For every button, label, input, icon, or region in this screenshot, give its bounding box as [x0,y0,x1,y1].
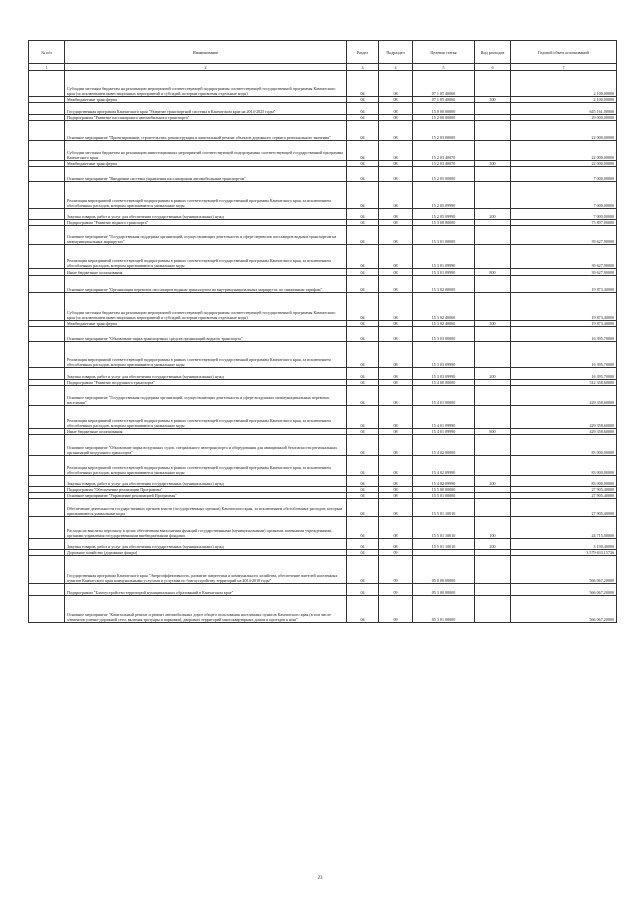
row-vr-cell [475,71,511,97]
row-sum-cell: 83 000,00000 [511,456,617,476]
row-number-cell [29,293,65,321]
table-row [29,406,617,429]
row-name-cell: Дорожное хозяйство (дорожные фонды) [65,550,347,556]
row-razdel-cell: 04 [347,476,379,487]
row-sum-cell: 7 000,00000 [511,182,617,209]
row-csr-cell: 15 3 01 09990 [413,245,475,269]
row-vr-cell [475,245,511,269]
row-number-cell [29,71,65,97]
row-vr-cell: 200 [475,209,511,220]
row-number-cell [29,584,65,596]
row-podrazdel-cell: 08 [379,226,413,245]
row-sum-cell: 83 000,00000 [511,476,617,487]
row-razdel-cell: 04 [347,121,379,141]
row-csr-cell: 15 4 00 00000 [413,380,475,386]
row-number-cell [29,121,65,141]
row-vr-cell: 800 [475,429,511,435]
row-razdel-cell: 04 [347,435,379,456]
row-razdel-cell: 04 [347,380,379,386]
column-number: 3 [347,64,379,71]
table-body [29,71,617,623]
row-razdel-cell: 04 [347,220,379,226]
row-razdel-cell: 04 [347,584,379,596]
row-razdel-cell: 04 [347,226,379,245]
row-name-cell: Основное мероприятие "Государственная поддержка организаций, осуществляющих деятельность в сфере воздушных межмуниципальных перевозок населения" [65,386,347,406]
row-name-cell: Межбюджетные трансферты [65,321,347,327]
table-row [29,517,617,539]
row-number-cell [29,368,65,380]
row-podrazdel-cell: 08 [379,499,413,517]
row-vr-cell [475,182,511,209]
row-vr-cell: 800 [475,269,511,276]
row-csr-cell: 15 3 02 00000 [413,276,475,293]
row-razdel-cell: 04 [347,550,379,556]
row-vr-cell [475,435,511,456]
row-sum-cell: 566 067,20000 [511,596,617,623]
row-name-cell: Межбюджетные трансферты [65,161,347,167]
table-header-row [29,41,617,64]
table-row [29,245,617,269]
header-num: № п/п [29,41,65,64]
row-razdel-cell: 04 [347,141,379,161]
row-sum-cell: 429 358,60000 [511,386,617,406]
row-name-cell: Подпрограмма "Развитие пассажирского автомобильного транспорта" [65,115,347,121]
row-podrazdel-cell: 08 [379,141,413,161]
row-vr-cell [475,386,511,406]
row-podrazdel-cell: 08 [379,161,413,167]
row-vr-cell [475,276,511,293]
row-vr-cell [475,456,511,476]
row-podrazdel-cell: 08 [379,103,413,115]
row-vr-cell: 200 [475,539,511,550]
row-razdel-cell: 04 [347,499,379,517]
row-razdel-cell: 04 [347,487,379,493]
row-podrazdel-cell: 08 [379,517,413,539]
row-podrazdel-cell: 08 [379,406,413,429]
table-row [29,226,617,245]
row-podrazdel-cell: 08 [379,71,413,97]
row-name-cell: Закупка товаров, работ и услуг для обеспечения государственных (муниципальных) нужд [65,209,347,220]
row-csr-cell: 15 4 01 09990 [413,406,475,429]
row-sum-cell: 2 100,00000 [511,97,617,103]
row-number-cell [29,556,65,584]
row-vr-cell: 200 [475,368,511,380]
row-razdel-cell: 04 [347,182,379,209]
header-podrazdel: Подраздел [379,41,413,64]
column-number: 7 [511,64,617,71]
row-name-cell: Реализация мероприятий соответствующей подпрограммы в рамках соответствующей государственной программы Камчатского края, за исключением обособленных расходов, которым присваиваются уникальные коды [65,342,347,368]
row-csr-cell: 05 3 01 00000 [413,596,475,623]
row-sum-cell: 83 000,00000 [511,435,617,456]
table-row [29,499,617,517]
row-number-cell [29,456,65,476]
table-row [29,327,617,342]
row-csr-cell: 15 5 00 00000 [413,487,475,493]
row-podrazdel-cell: 09 [379,596,413,623]
row-podrazdel-cell: 08 [379,493,413,499]
row-number-cell [29,269,65,276]
row-podrazdel-cell: 09 [379,556,413,584]
row-csr-cell: 15 3 02 40060 [413,293,475,321]
row-name-cell: Иные бюджетные ассигнования [65,429,347,435]
row-sum-cell: 16 395,70000 [511,327,617,342]
row-podrazdel-cell: 08 [379,435,413,456]
row-number-cell [29,327,65,342]
row-podrazdel-cell: 08 [379,487,413,493]
row-sum-cell: 39 627,90000 [511,226,617,245]
header-name: Наименование [65,41,347,64]
row-podrazdel-cell: 08 [379,121,413,141]
row-csr-cell: 15 4 01 09990 [413,429,475,435]
row-name-cell: Государственная программа Камчатского края "Развитие транспортной системы в Камчатском крае на 2014-2025 годы" [65,103,347,115]
table-row [29,209,617,220]
row-number-cell [29,167,65,182]
row-podrazdel-cell: 08 [379,539,413,550]
row-name-cell: Основное мероприятие "Обновление парка воздушных судов, специального автотранспорта и оборудования для авиационной безопасности региональных организаций воздушного транспорта" [65,435,347,456]
table-row [29,342,617,368]
row-podrazdel-cell: 08 [379,167,413,182]
row-name-cell: Закупка товаров, работ и услуг для обеспечения государственных (муниципальных) нужд [65,476,347,487]
row-number-cell [29,517,65,539]
row-podrazdel-cell: 09 [379,550,413,556]
row-sum-cell: 429 358,60000 [511,406,617,429]
row-sum-cell: 39 627,90000 [511,245,617,269]
row-razdel-cell: 04 [347,293,379,321]
table-row [29,141,617,161]
row-name-cell: Субсидии местным бюджетам на реализацию мероприятий соответствующей подпрограммы соответствующей государственной программы Камчатского края (за исключением инвестиционных мероприятий и субсидий, которым присвоены отдельные коды) [65,71,347,97]
header-vr: Вид расходов [475,41,511,64]
row-podrazdel-cell: 09 [379,584,413,596]
row-csr-cell: 15 2 03 40070 [413,141,475,161]
row-sum-cell: 19 873,40000 [511,276,617,293]
column-number: 2 [65,64,347,71]
row-csr-cell: 15 4 01 00000 [413,386,475,406]
row-podrazdel-cell: 08 [379,182,413,209]
row-csr-cell: 15 4 02 09990 [413,476,475,487]
row-csr-cell: 15 2 00 00000 [413,115,475,121]
table-row [29,103,617,115]
row-razdel-cell: 04 [347,342,379,368]
row-number-cell [29,141,65,161]
row-csr-cell: 15 3 01 09990 [413,269,475,276]
row-podrazdel-cell: 08 [379,209,413,220]
row-podrazdel-cell: 08 [379,276,413,293]
row-sum-cell: 16 395,70000 [511,368,617,380]
row-number-cell [29,226,65,245]
row-sum-cell: 22 000,00000 [511,141,617,161]
row-csr-cell: 15 2 05 00000 [413,167,475,182]
row-name-cell: Подпрограмма "Развитие водного транспорта" [65,220,347,226]
row-razdel-cell: 04 [347,493,379,499]
row-csr-cell: 15 5 01 10010 [413,517,475,539]
row-csr-cell: 15 0 00 00000 [413,103,475,115]
row-podrazdel-cell: 08 [379,429,413,435]
column-number-row [29,64,617,71]
column-number: 6 [475,64,511,71]
table-row [29,167,617,182]
row-sum-cell: 24 715,00000 [511,517,617,539]
table-row [29,182,617,209]
row-number-cell [29,342,65,368]
row-razdel-cell: 04 [347,115,379,121]
table-row [29,435,617,456]
row-number-cell [29,435,65,456]
row-razdel-cell: 04 [347,517,379,539]
header-sum: Годовой объем ассигнований [511,41,617,64]
row-sum-cell: 39 627,90000 [511,269,617,276]
row-sum-cell: 27 905,40000 [511,499,617,517]
row-podrazdel-cell: 08 [379,97,413,103]
row-number-cell [29,406,65,429]
row-vr-cell [475,584,511,596]
row-sum-cell: 29 000,00000 [511,115,617,121]
row-sum-cell: 19 873,40000 [511,321,617,327]
row-sum-cell: 27 905,40000 [511,487,617,493]
row-razdel-cell: 04 [347,556,379,584]
header-csr: Целевая статья [413,41,475,64]
row-number-cell [29,209,65,220]
row-number-cell [29,182,65,209]
page-number: 23 [317,876,323,881]
row-number-cell [29,596,65,623]
row-name-cell: Межбюджетные трансферты [65,97,347,103]
row-vr-cell [475,556,511,584]
row-name-cell: Расходы на выплаты персоналу в целях обеспечения выполнения функций государственными (муниципальными) органами, казенными учреждениями, органами управления государственными внебюджетными фондами [65,517,347,539]
row-csr-cell: 15 5 01 00000 [413,493,475,499]
budget-table [28,40,617,623]
row-vr-cell [475,103,511,115]
row-sum-cell: 3 579 633,15736 [511,550,617,556]
row-csr-cell: 15 3 03 09990 [413,342,475,368]
row-csr-cell: 07 1 05 40060 [413,97,475,103]
column-number: 4 [379,64,413,71]
row-csr-cell: 15 3 03 00000 [413,327,475,342]
row-razdel-cell: 04 [347,209,379,220]
row-csr-cell: 07 1 05 40060 [413,71,475,97]
table-row [29,269,617,276]
row-name-cell: Реализация мероприятий соответствующей подпрограммы в рамках соответствующей государственной программы Камчатского края, за исключением обособленных расходов, которым присваиваются уникальные коды [65,182,347,209]
row-vr-cell [475,342,511,368]
row-vr-cell [475,406,511,429]
row-csr-cell: 15 4 02 00000 [413,435,475,456]
row-podrazdel-cell: 08 [379,368,413,380]
column-number: 5 [413,64,475,71]
row-razdel-cell: 04 [347,456,379,476]
column-number: 1 [29,64,65,71]
row-podrazdel-cell: 08 [379,220,413,226]
row-vr-cell: 500 [475,97,511,103]
row-vr-cell: 100 [475,517,511,539]
row-sum-cell: 7 000,00000 [511,167,617,182]
row-sum-cell: 7 000,00000 [511,209,617,220]
row-number-cell [29,539,65,550]
row-name-cell: Основное мероприятие "Обновление парка транспортных средств организаций водного транспорта" [65,327,347,342]
row-sum-cell: 566 067,20000 [511,584,617,596]
row-razdel-cell: 04 [347,103,379,115]
row-number-cell [29,476,65,487]
row-name-cell: Подпрограмма "Развитие воздушного транспорта" [65,380,347,386]
table-row [29,293,617,321]
row-razdel-cell: 04 [347,321,379,327]
row-csr-cell: 15 3 01 00000 [413,226,475,245]
row-vr-cell [475,226,511,245]
row-razdel-cell: 04 [347,245,379,269]
row-vr-cell [475,327,511,342]
row-csr-cell: 05 0 00 00000 [413,556,475,584]
row-name-cell: Реализация мероприятий соответствующей подпрограммы в рамках соответствующей государственной программы Камчатского края, за исключением обособленных расходов, которым присваиваются уникальные коды [65,456,347,476]
row-razdel-cell: 04 [347,327,379,342]
row-sum-cell: 566 067,20000 [511,556,617,584]
row-vr-cell [475,596,511,623]
row-sum-cell: 2 100,00000 [511,71,617,97]
row-name-cell: Основное мероприятие "Организация перевозок пассажиров водным транспортом на внутримуниципальных маршрутах по сниженным тарифам" [65,276,347,293]
row-sum-cell: 512 358,60000 [511,380,617,386]
row-vr-cell: 200 [475,476,511,487]
table-row [29,121,617,141]
row-podrazdel-cell: 08 [379,386,413,406]
row-csr-cell: 15 3 02 40060 [413,321,475,327]
table-row [29,276,617,293]
row-name-cell: Основное мероприятие "Внедрение системы управления пассажирским автомобильным транспортом" [65,167,347,182]
row-vr-cell: 500 [475,321,511,327]
row-csr-cell: 15 2 05 09990 [413,182,475,209]
row-vr-cell [475,499,511,517]
row-name-cell: Основное мероприятие "Проектирование, строительство, реконструкция и капитальный ремонт объектов дорожного сервиса регионального значения" [65,121,347,141]
row-sum-cell: 75 897,00000 [511,220,617,226]
row-number-cell [29,245,65,269]
row-sum-cell: 645 161,00000 [511,103,617,115]
header-razdel: Раздел [347,41,379,64]
row-razdel-cell: 04 [347,71,379,97]
row-razdel-cell: 04 [347,161,379,167]
row-razdel-cell: 04 [347,167,379,182]
row-name-cell: Основное мероприятие "Капитальный ремонт и ремонт автомобильных дорог общего пользования населенных пунктов Камчатского края (в том числе элементов улично-дорожной сети, включая тротуары и парковки), дворовых территорий многоквартирных домов и проездов к ним" [65,596,347,623]
row-podrazdel-cell: 08 [379,380,413,386]
row-csr-cell: 15 5 01 10010 [413,539,475,550]
row-vr-cell: 500 [475,161,511,167]
row-razdel-cell: 04 [347,276,379,293]
row-podrazdel-cell: 08 [379,476,413,487]
row-csr-cell: 15 4 02 09990 [413,456,475,476]
row-name-cell: Государственная программа Камчатского края "Энергоэффективность, развитие энергетики и коммунального хозяйства, обеспечение жителей населенных пунктов Камчатского края коммунальными услугами и услугами по благоустройству территорий на 2014-2018 годы" [65,556,347,584]
row-name-cell: Закупка товаров, работ и услуг для обеспечения государственных (муниципальных) нужд [65,539,347,550]
row-name-cell: Подпрограмма "Благоустройство территорий муниципальных образований в Камчатском крае" [65,584,347,596]
row-csr-cell: 15 3 00 00000 [413,220,475,226]
row-number-cell [29,276,65,293]
row-name-cell: Основное мероприятие "Управление реализацией Программы" [65,493,347,499]
row-name-cell: Обеспечение деятельности государственных органов власти (государственных органов) Камчатского края, за исключением обособленных расходов, которым присваиваются уникальные коды [65,499,347,517]
row-sum-cell: 22 000,00000 [511,161,617,167]
row-name-cell: Подпрограмма "Обеспечение реализации Программы" [65,487,347,493]
row-name-cell: Реализация мероприятий соответствующей подпрограммы в рамках соответствующей государственной программы Камчатского края, за исключением обособленных расходов, которым присваиваются уникальные коды [65,406,347,429]
row-podrazdel-cell: 08 [379,269,413,276]
row-sum-cell: 27 905,40000 [511,493,617,499]
row-name-cell: Закупка товаров, работ и услуг для обеспечения государственных (муниципальных) нужд [65,368,347,380]
row-sum-cell: 16 395,70000 [511,342,617,368]
row-podrazdel-cell: 08 [379,245,413,269]
table-row [29,368,617,380]
table-row [29,539,617,550]
row-podrazdel-cell: 08 [379,115,413,121]
row-sum-cell: 19 873,40000 [511,293,617,321]
table-row [29,71,617,97]
row-sum-cell: 22 000,00000 [511,121,617,141]
row-razdel-cell: 04 [347,429,379,435]
row-csr-cell: 15 2 03 40070 [413,161,475,167]
table-row [29,386,617,406]
table-row [29,476,617,487]
row-podrazdel-cell: 08 [379,342,413,368]
row-vr-cell [475,121,511,141]
row-razdel-cell: 04 [347,368,379,380]
row-vr-cell [475,141,511,161]
row-sum-cell: 429 358,60000 [511,429,617,435]
row-csr-cell: 15 2 05 09990 [413,209,475,220]
row-number-cell [29,103,65,115]
row-podrazdel-cell: 08 [379,456,413,476]
table-row [29,596,617,623]
row-podrazdel-cell: 08 [379,293,413,321]
row-sum-cell: 3 190,40000 [511,539,617,550]
row-razdel-cell: 04 [347,269,379,276]
row-name-cell: Субсидии местным бюджетам на реализацию инвестиционных мероприятий соответствующей подпрограммы соответствующей государственной программы Камчатского края [65,141,347,161]
row-razdel-cell: 04 [347,539,379,550]
row-name-cell: Иные бюджетные ассигнования [65,269,347,276]
row-razdel-cell: 04 [347,596,379,623]
row-razdel-cell: 04 [347,97,379,103]
table-row [29,584,617,596]
table-row [29,556,617,584]
row-vr-cell [475,167,511,182]
row-name-cell: Основное мероприятие "Государственная поддержка организаций, осуществляющих деятельность в сфере перевозок пассажиров водным транспортом на межмуниципальных маршрутах" [65,226,347,245]
row-vr-cell [475,293,511,321]
row-csr-cell: 15 2 03 00000 [413,121,475,141]
row-razdel-cell: 04 [347,386,379,406]
row-number-cell [29,386,65,406]
row-podrazdel-cell: 08 [379,327,413,342]
row-number-cell [29,499,65,517]
row-razdel-cell: 04 [347,406,379,429]
row-csr-cell: 15 3 03 09990 [413,368,475,380]
row-csr-cell: 15 5 01 10010 [413,499,475,517]
row-name-cell: Реализация мероприятий соответствующей подпрограммы в рамках соответствующей государственной программы Камчатского края, за исключением обособленных расходов, которым присваиваются уникальные коды [65,245,347,269]
table-row [29,456,617,476]
row-name-cell: Субсидии местным бюджетам на реализацию мероприятий соответствующей подпрограммы соответствующей государственной программы Камчатского края (за исключением инвестиционных мероприятий и субсидий, которым присвоены отдельные коды) [65,293,347,321]
row-csr-cell: 05 3 00 00000 [413,584,475,596]
row-podrazdel-cell: 08 [379,321,413,327]
